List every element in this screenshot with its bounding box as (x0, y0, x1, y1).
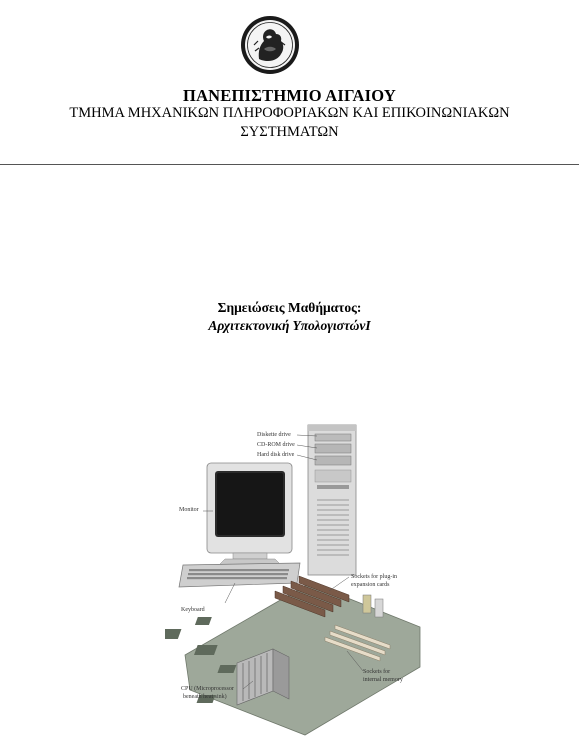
motherboard (165, 576, 420, 735)
label-hard-disk-drive: Hard disk drive (257, 452, 295, 458)
label-cdrom-drive: CD-ROM drive (257, 442, 295, 448)
university-name: ΠΑΝΕΠΙΣΤΗΜΙΟ ΑΙΓΑΙΟΥ (183, 86, 396, 105)
label-cpu-line1: CPU (Microprocessor (181, 686, 234, 692)
computer-components-figure (165, 405, 445, 745)
header-divider (0, 164, 579, 165)
label-diskette-drive: Diskette drive (257, 432, 291, 438)
label-sockets-memory-line1: Sockets for (363, 669, 391, 675)
label-sockets-expansion-line1: Sockets for plug-in (351, 574, 397, 580)
label-cpu-line2: beneath heat sink) (183, 694, 227, 700)
course-title: Αρχιτεκτονική ΥπολογιστώνΙ (208, 318, 371, 333)
label-keyboard: Keyboard (181, 607, 205, 613)
cdrom-drive-bay (315, 444, 351, 453)
university-seal-logo (240, 15, 300, 75)
department-name-line2: ΣΥΣΤΗΜΑΤΩΝ (240, 124, 339, 140)
notes-title: Σημειώσεις Μαθήματος: (217, 300, 362, 315)
department-name-line1: ΤΜΗΜΑ ΜΗΧΑΝΙΚΩΝ ΠΛΗΡΟΦΟΡΙΑΚΩΝ ΚΑΙ ΕΠΙΚΟΙΝΩΝΙΑΚΩΝ (69, 105, 510, 121)
diskette-drive-bay (315, 434, 351, 441)
monitor (207, 463, 292, 565)
label-sockets-memory-line2: internal memory (363, 677, 403, 683)
keyboard (179, 563, 300, 587)
label-sockets-expansion-line2: expansion cards (351, 582, 390, 588)
label-monitor: Monitor (179, 507, 199, 513)
harddisk-drive-bay (315, 456, 351, 465)
